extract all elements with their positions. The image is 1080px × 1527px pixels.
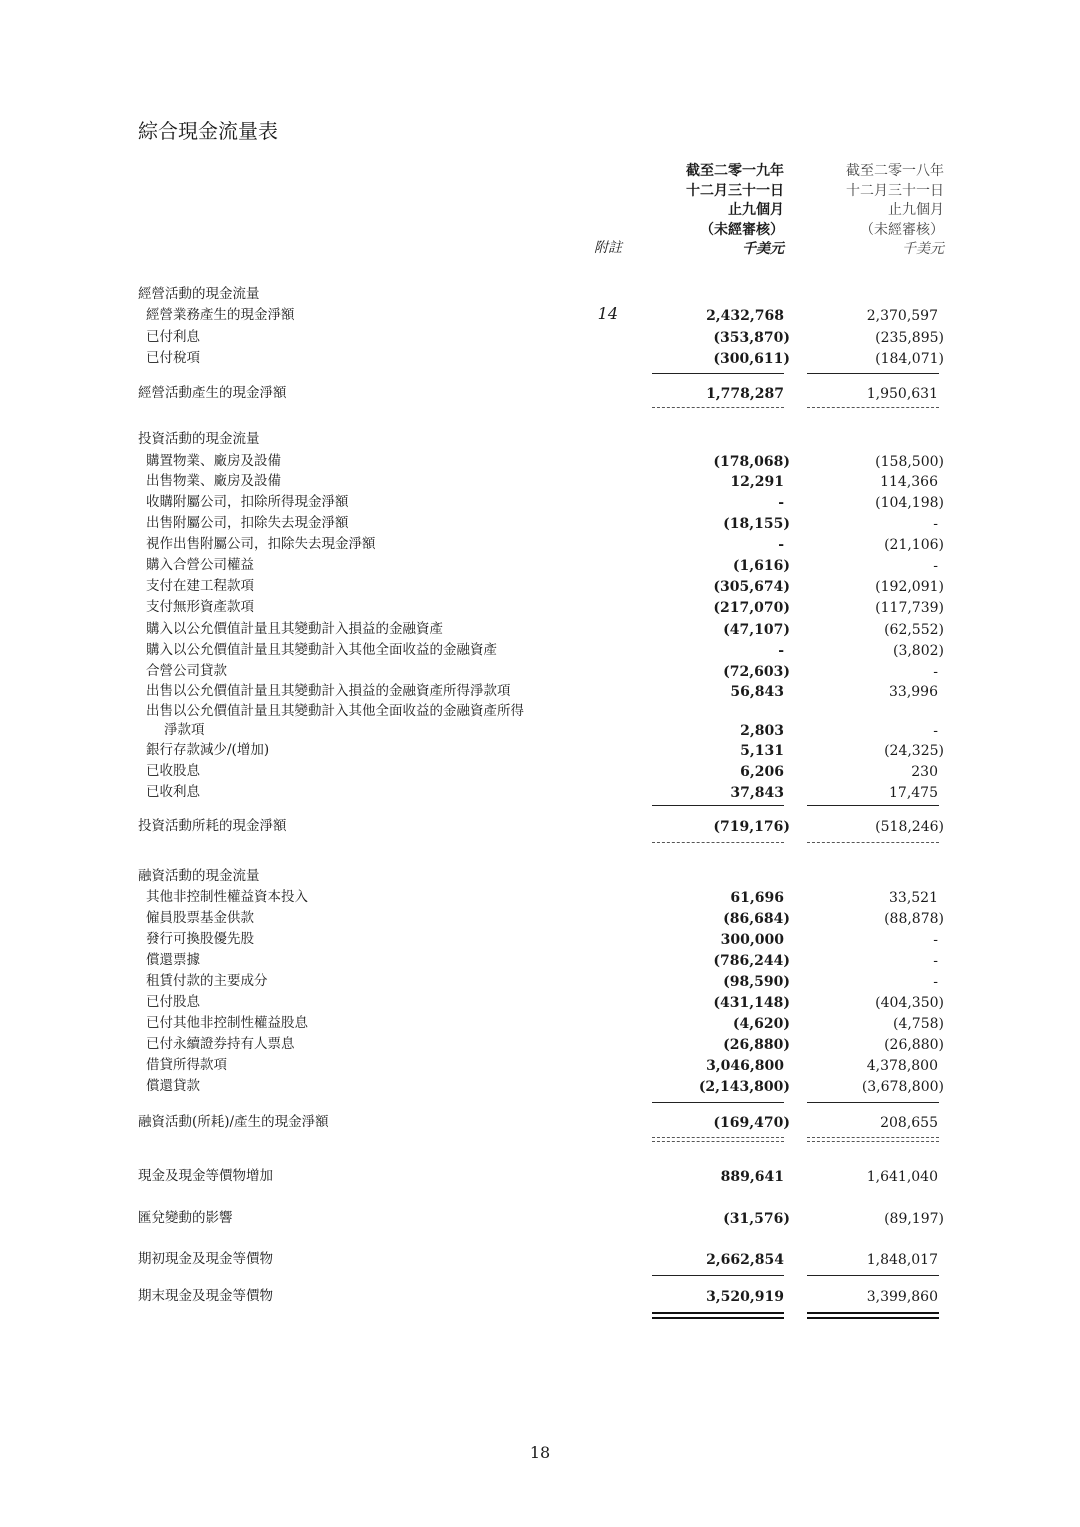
line-item-label: 借貸所得款項 <box>146 1057 227 1073</box>
line-item-label: 已付利息 <box>146 329 200 345</box>
previous-period-value: (3,678,800) <box>861 1079 944 1095</box>
previous-period-value: (404,350) <box>875 995 944 1011</box>
line-item-label: 償還貸款 <box>146 1078 200 1094</box>
previous-period-value: (518,246) <box>875 819 944 835</box>
previous-period-value: 33,521 <box>889 890 938 906</box>
previous-period-value: (104,198) <box>875 495 944 511</box>
line-item-label: 購置物業、廠房及設備 <box>146 453 281 469</box>
current-period-value: (98,590) <box>723 974 790 990</box>
line-item-label: 支付無形資產款項 <box>146 599 254 615</box>
line-item-label: 淨款項 <box>164 722 205 738</box>
line-item-label: 購入以公允價值計量且其變動計入損益的金融資產 <box>146 621 443 637</box>
section-label: 經營活動產生的現金淨額 <box>138 385 287 401</box>
subtotal-rule <box>807 1275 939 1276</box>
line-item-label: 償還票據 <box>146 952 200 968</box>
current-period-value: 3,520,919 <box>706 1289 784 1305</box>
section-label: 融資活動的現金流量 <box>138 868 260 884</box>
previous-period-value: (117,739) <box>875 600 944 616</box>
previous-period-value: (62,552) <box>884 622 944 638</box>
previous-period-value: (158,500) <box>875 454 944 470</box>
previous-period-value: 230 <box>911 764 938 780</box>
section-label: 期末現金及現金等價物 <box>138 1288 273 1304</box>
line-item-label: 收購附屬公司，扣除所得現金淨額 <box>146 494 349 510</box>
line-item-label: 其他非控制性權益資本投入 <box>146 889 308 905</box>
total-rule <box>652 842 784 843</box>
previous-period-value: (192,091) <box>875 579 944 595</box>
line-item-label: 已付稅項 <box>146 350 200 366</box>
current-period-value: (4,620) <box>732 1016 790 1032</box>
current-period-value: (86,684) <box>723 911 790 927</box>
current-period-header-line: 截至二零一九年 <box>686 163 784 179</box>
current-period-value: 12,291 <box>730 474 784 490</box>
section-label: 現金及現金等價物增加 <box>138 1168 273 1184</box>
current-period-value: (786,244) <box>713 953 790 969</box>
current-period-value: - <box>778 643 784 659</box>
previous-period-unit: 千美元 <box>902 241 944 257</box>
previous-period-value: - <box>933 558 938 574</box>
current-period-value: 3,046,800 <box>706 1058 784 1074</box>
current-period-value: (2,143,800) <box>698 1079 790 1095</box>
line-item-label: 視作出售附屬公司，扣除失去現金淨額 <box>146 536 376 552</box>
current-period-value: 2,803 <box>740 723 784 739</box>
line-item-label: 租賃付款的主要成分 <box>146 973 268 989</box>
previous-period-value: 3,399,860 <box>866 1289 938 1305</box>
previous-period-value: 1,950,631 <box>866 386 938 402</box>
subtotal-rule <box>807 805 939 806</box>
previous-period-value: - <box>933 516 938 532</box>
current-period-value: (31,576) <box>723 1211 790 1227</box>
previous-period-value: (24,325) <box>884 743 944 759</box>
current-period-value: 5,131 <box>740 743 784 759</box>
current-period-value: (18,155) <box>723 516 790 532</box>
current-period-value: (305,674) <box>713 579 790 595</box>
page-number: 18 <box>529 1443 551 1462</box>
current-period-value: 6,206 <box>740 764 784 780</box>
current-period-value: (1,616) <box>732 558 790 574</box>
line-item-label: 支付在建工程款項 <box>146 578 254 594</box>
current-period-value: 889,641 <box>720 1169 784 1185</box>
current-period-value: (300,611) <box>713 351 790 367</box>
current-period-header-line: （未經審核） <box>700 221 784 238</box>
current-period-value: 300,000 <box>720 932 784 948</box>
current-period-value: (217,070) <box>713 600 790 616</box>
section-label: 期初現金及現金等價物 <box>138 1251 273 1267</box>
previous-period-value: 4,378,800 <box>866 1058 938 1074</box>
current-period-value: 37,843 <box>730 785 784 801</box>
line-item-label: 購入以公允價值計量且其變動計入其他全面收益的金融資產 <box>146 642 497 658</box>
current-period-value: (169,470) <box>713 1115 790 1131</box>
line-item-label: 已收股息 <box>146 763 200 779</box>
line-item-label: 經營業務產生的現金淨額 <box>146 307 295 323</box>
subtotal-rule <box>807 1102 939 1103</box>
previous-period-value: (184,071) <box>875 351 944 367</box>
line-item-label: 購入合營公司權益 <box>146 557 254 573</box>
current-period-value: (26,880) <box>723 1037 790 1053</box>
previous-period-header-line: 止九個月 <box>888 202 944 218</box>
previous-period-value: (21,106) <box>884 537 944 553</box>
total-rule <box>652 1137 784 1138</box>
grand-total-rule <box>652 1317 784 1319</box>
current-period-value: (47,107) <box>723 622 790 638</box>
line-item-label: 僱員股票基金供款 <box>146 910 254 926</box>
previous-period-header-line: 十二月三十一日 <box>846 182 944 199</box>
line-item-label: 出售以公允價值計量且其變動計入損益的金融資產所得淨款項 <box>146 683 511 699</box>
current-period-unit: 千美元 <box>742 241 784 257</box>
current-period-value: (72,603) <box>723 664 790 680</box>
subtotal-rule <box>652 373 784 374</box>
current-period-value: 1,778,287 <box>706 386 784 402</box>
page-title: 綜合現金流量表 <box>138 119 278 143</box>
subtotal-rule <box>807 373 939 374</box>
line-item-label: 已付永續證券持有人票息 <box>146 1036 295 1052</box>
previous-period-value: (3,802) <box>892 643 944 659</box>
current-period-value: - <box>778 495 784 511</box>
previous-period-header-line: （未經審核） <box>860 221 944 238</box>
current-period-header-line: 止九個月 <box>728 202 784 218</box>
current-period-header <box>650 162 784 260</box>
line-item-label: 出售以公允價值計量且其變動計入其他全面收益的金融資產所得 <box>146 703 524 719</box>
section-label: 融資活動(所耗)/產生的現金淨額 <box>138 1114 329 1130</box>
current-period-value: 2,432,768 <box>706 308 784 324</box>
current-period-value: 61,696 <box>730 890 784 906</box>
previous-period-value: (89,197) <box>884 1211 944 1227</box>
total-rule <box>807 407 939 408</box>
previous-period-value: (26,880) <box>884 1037 944 1053</box>
previous-period-value: - <box>933 953 938 969</box>
total-rule <box>807 1137 939 1138</box>
line-item-label: 已付股息 <box>146 994 200 1010</box>
total-rule <box>807 842 939 843</box>
line-item-label: 發行可換股優先股 <box>146 931 254 947</box>
current-period-value: 56,843 <box>730 684 784 700</box>
current-period-value: 2,662,854 <box>706 1252 784 1268</box>
previous-period-value: 33,996 <box>889 684 938 700</box>
current-period-value: (353,870) <box>713 330 790 346</box>
previous-period-header-line: 截至二零一八年 <box>846 163 944 179</box>
note-column-header: 附註 <box>594 240 622 256</box>
previous-period-value: 208,655 <box>880 1115 938 1131</box>
grand-total-rule <box>807 1317 939 1319</box>
line-item-label: 銀行存款減少/(增加) <box>146 742 270 758</box>
current-period-value: (178,068) <box>713 454 790 470</box>
previous-period-value: - <box>933 932 938 948</box>
previous-period-value: - <box>933 723 938 739</box>
line-item-label: 已收利息 <box>146 784 200 800</box>
line-item-label: 出售物業、廠房及設備 <box>146 473 281 489</box>
previous-period-value: 114,366 <box>880 474 938 490</box>
current-period-value: (431,148) <box>713 995 790 1011</box>
total-rule <box>652 1141 784 1142</box>
current-period-header-line: 十二月三十一日 <box>686 182 784 199</box>
note-reference: 14 <box>597 304 618 323</box>
line-item-label: 已付其他非控制性權益股息 <box>146 1015 308 1031</box>
section-label: 投資活動的現金流量 <box>138 431 260 447</box>
previous-period-value: 1,641,040 <box>866 1169 938 1185</box>
total-rule <box>807 1141 939 1142</box>
previous-period-value: - <box>933 664 938 680</box>
grand-total-rule <box>652 1312 784 1314</box>
previous-period-value: - <box>933 974 938 990</box>
previous-period-value: 1,848,017 <box>866 1252 938 1268</box>
current-period-value: (719,176) <box>713 819 790 835</box>
section-label: 匯兌變動的影響 <box>138 1210 233 1226</box>
grand-total-rule <box>807 1312 939 1314</box>
total-rule <box>652 407 784 408</box>
previous-period-value: (88,878) <box>884 911 944 927</box>
section-label: 經營活動的現金流量 <box>138 286 260 302</box>
previous-period-value: 2,370,597 <box>866 308 938 324</box>
section-label: 投資活動所耗的現金淨額 <box>138 818 287 834</box>
line-item-label: 合營公司貸款 <box>146 663 227 679</box>
previous-period-value: (4,758) <box>892 1016 944 1032</box>
subtotal-rule <box>652 1102 784 1103</box>
previous-period-value: (235,895) <box>875 330 944 346</box>
current-period-value: - <box>778 537 784 553</box>
subtotal-rule <box>652 1275 784 1276</box>
previous-period-header <box>806 162 944 260</box>
subtotal-rule <box>652 805 784 806</box>
previous-period-value: 17,475 <box>889 785 938 801</box>
line-item-label: 出售附屬公司，扣除失去現金淨額 <box>146 515 349 531</box>
